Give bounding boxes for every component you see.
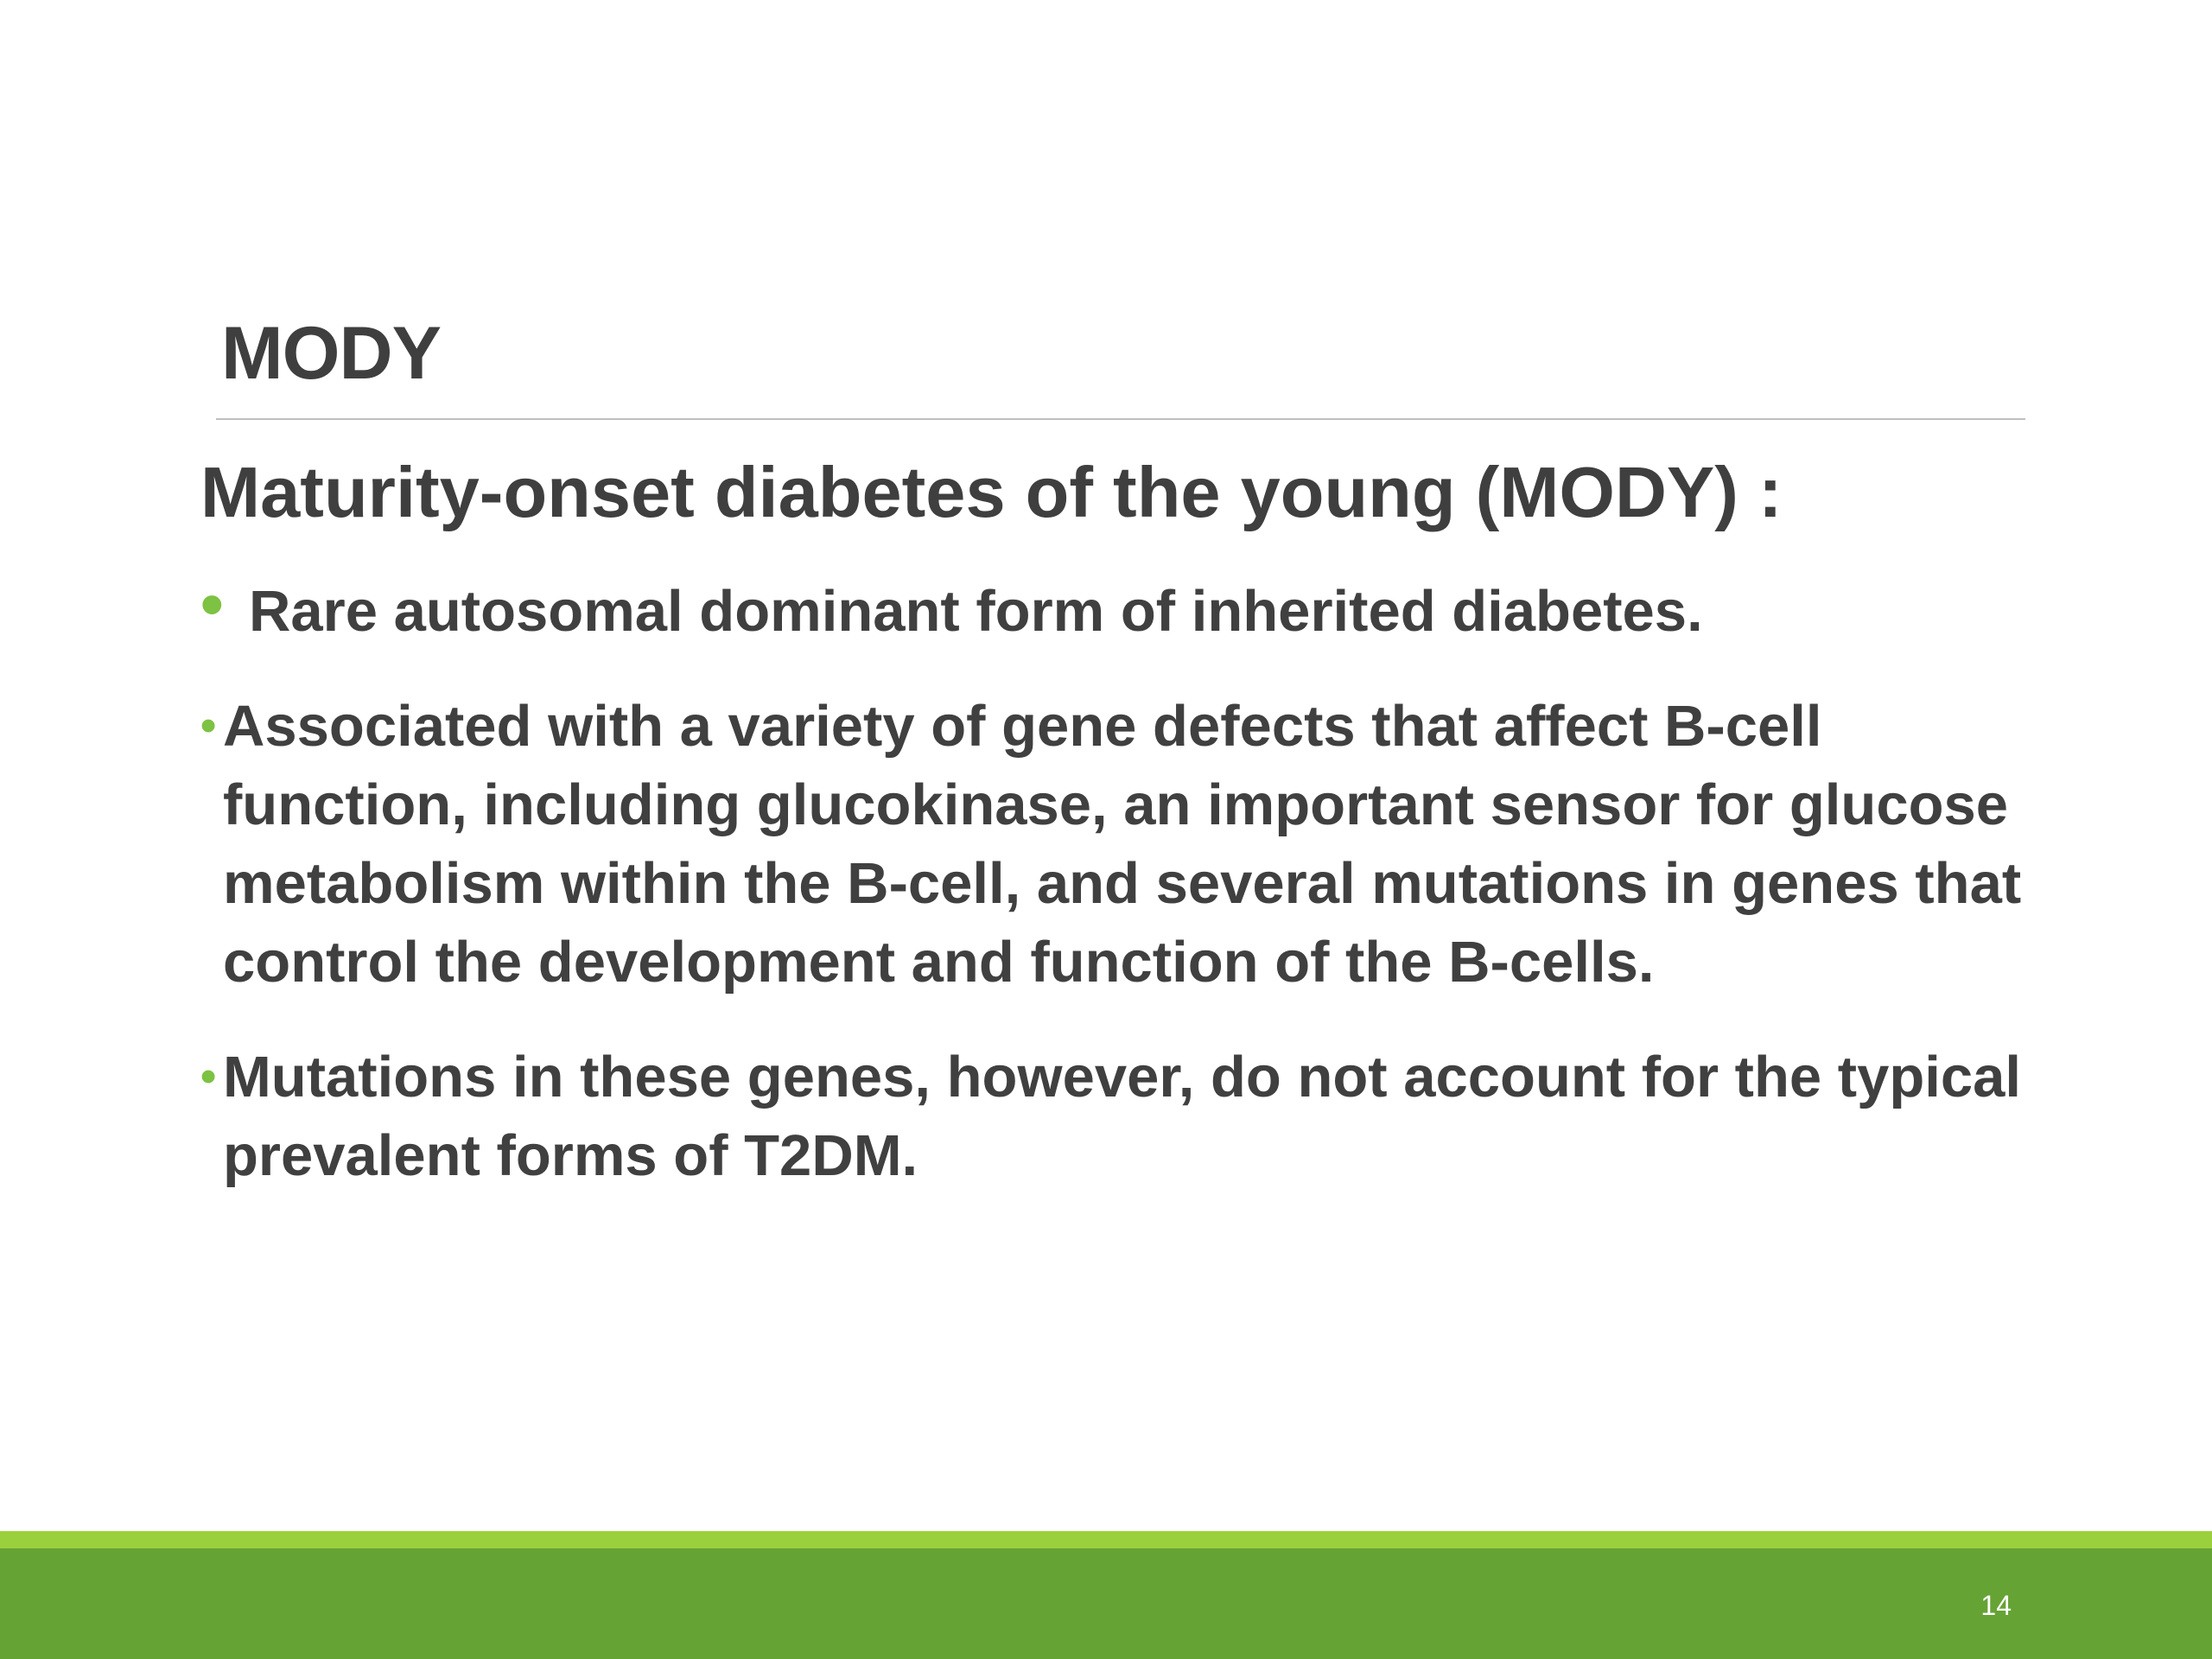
- bullet-item: [200, 567, 2050, 651]
- bullet-text: Rare autosomal dominant form of inherited diabetes.: [249, 578, 1703, 644]
- page-number: 14: [1980, 1590, 2012, 1621]
- subheading: Maturity-onset diabetes of the young (MODY) :: [200, 452, 1783, 532]
- bullet-dot-icon: •: [200, 700, 217, 751]
- bullet-item: [200, 1038, 2050, 1195]
- bullet-dot-icon: •: [200, 567, 224, 641]
- footer-band: [0, 1548, 2212, 1659]
- bullet-text: Mutations in these genes, however, do not account for the typical prevalent forms of T2DM.: [223, 1044, 2022, 1188]
- title-divider: [216, 418, 2025, 420]
- slide-title: MODY: [221, 312, 441, 395]
- bullet-dot-icon: •: [200, 1051, 217, 1102]
- bullet-text: Associated with a variety of gene defects that affect B-cell function, including glucokinase, an important sensor for glucose metabolism within the B-cell, and several mutations in genes that control the development and function of the B-cells.: [223, 693, 2022, 995]
- slide-content: [200, 449, 2050, 1231]
- bullet-item: [200, 687, 2050, 1001]
- footer-accent-stripe: [0, 1531, 2212, 1548]
